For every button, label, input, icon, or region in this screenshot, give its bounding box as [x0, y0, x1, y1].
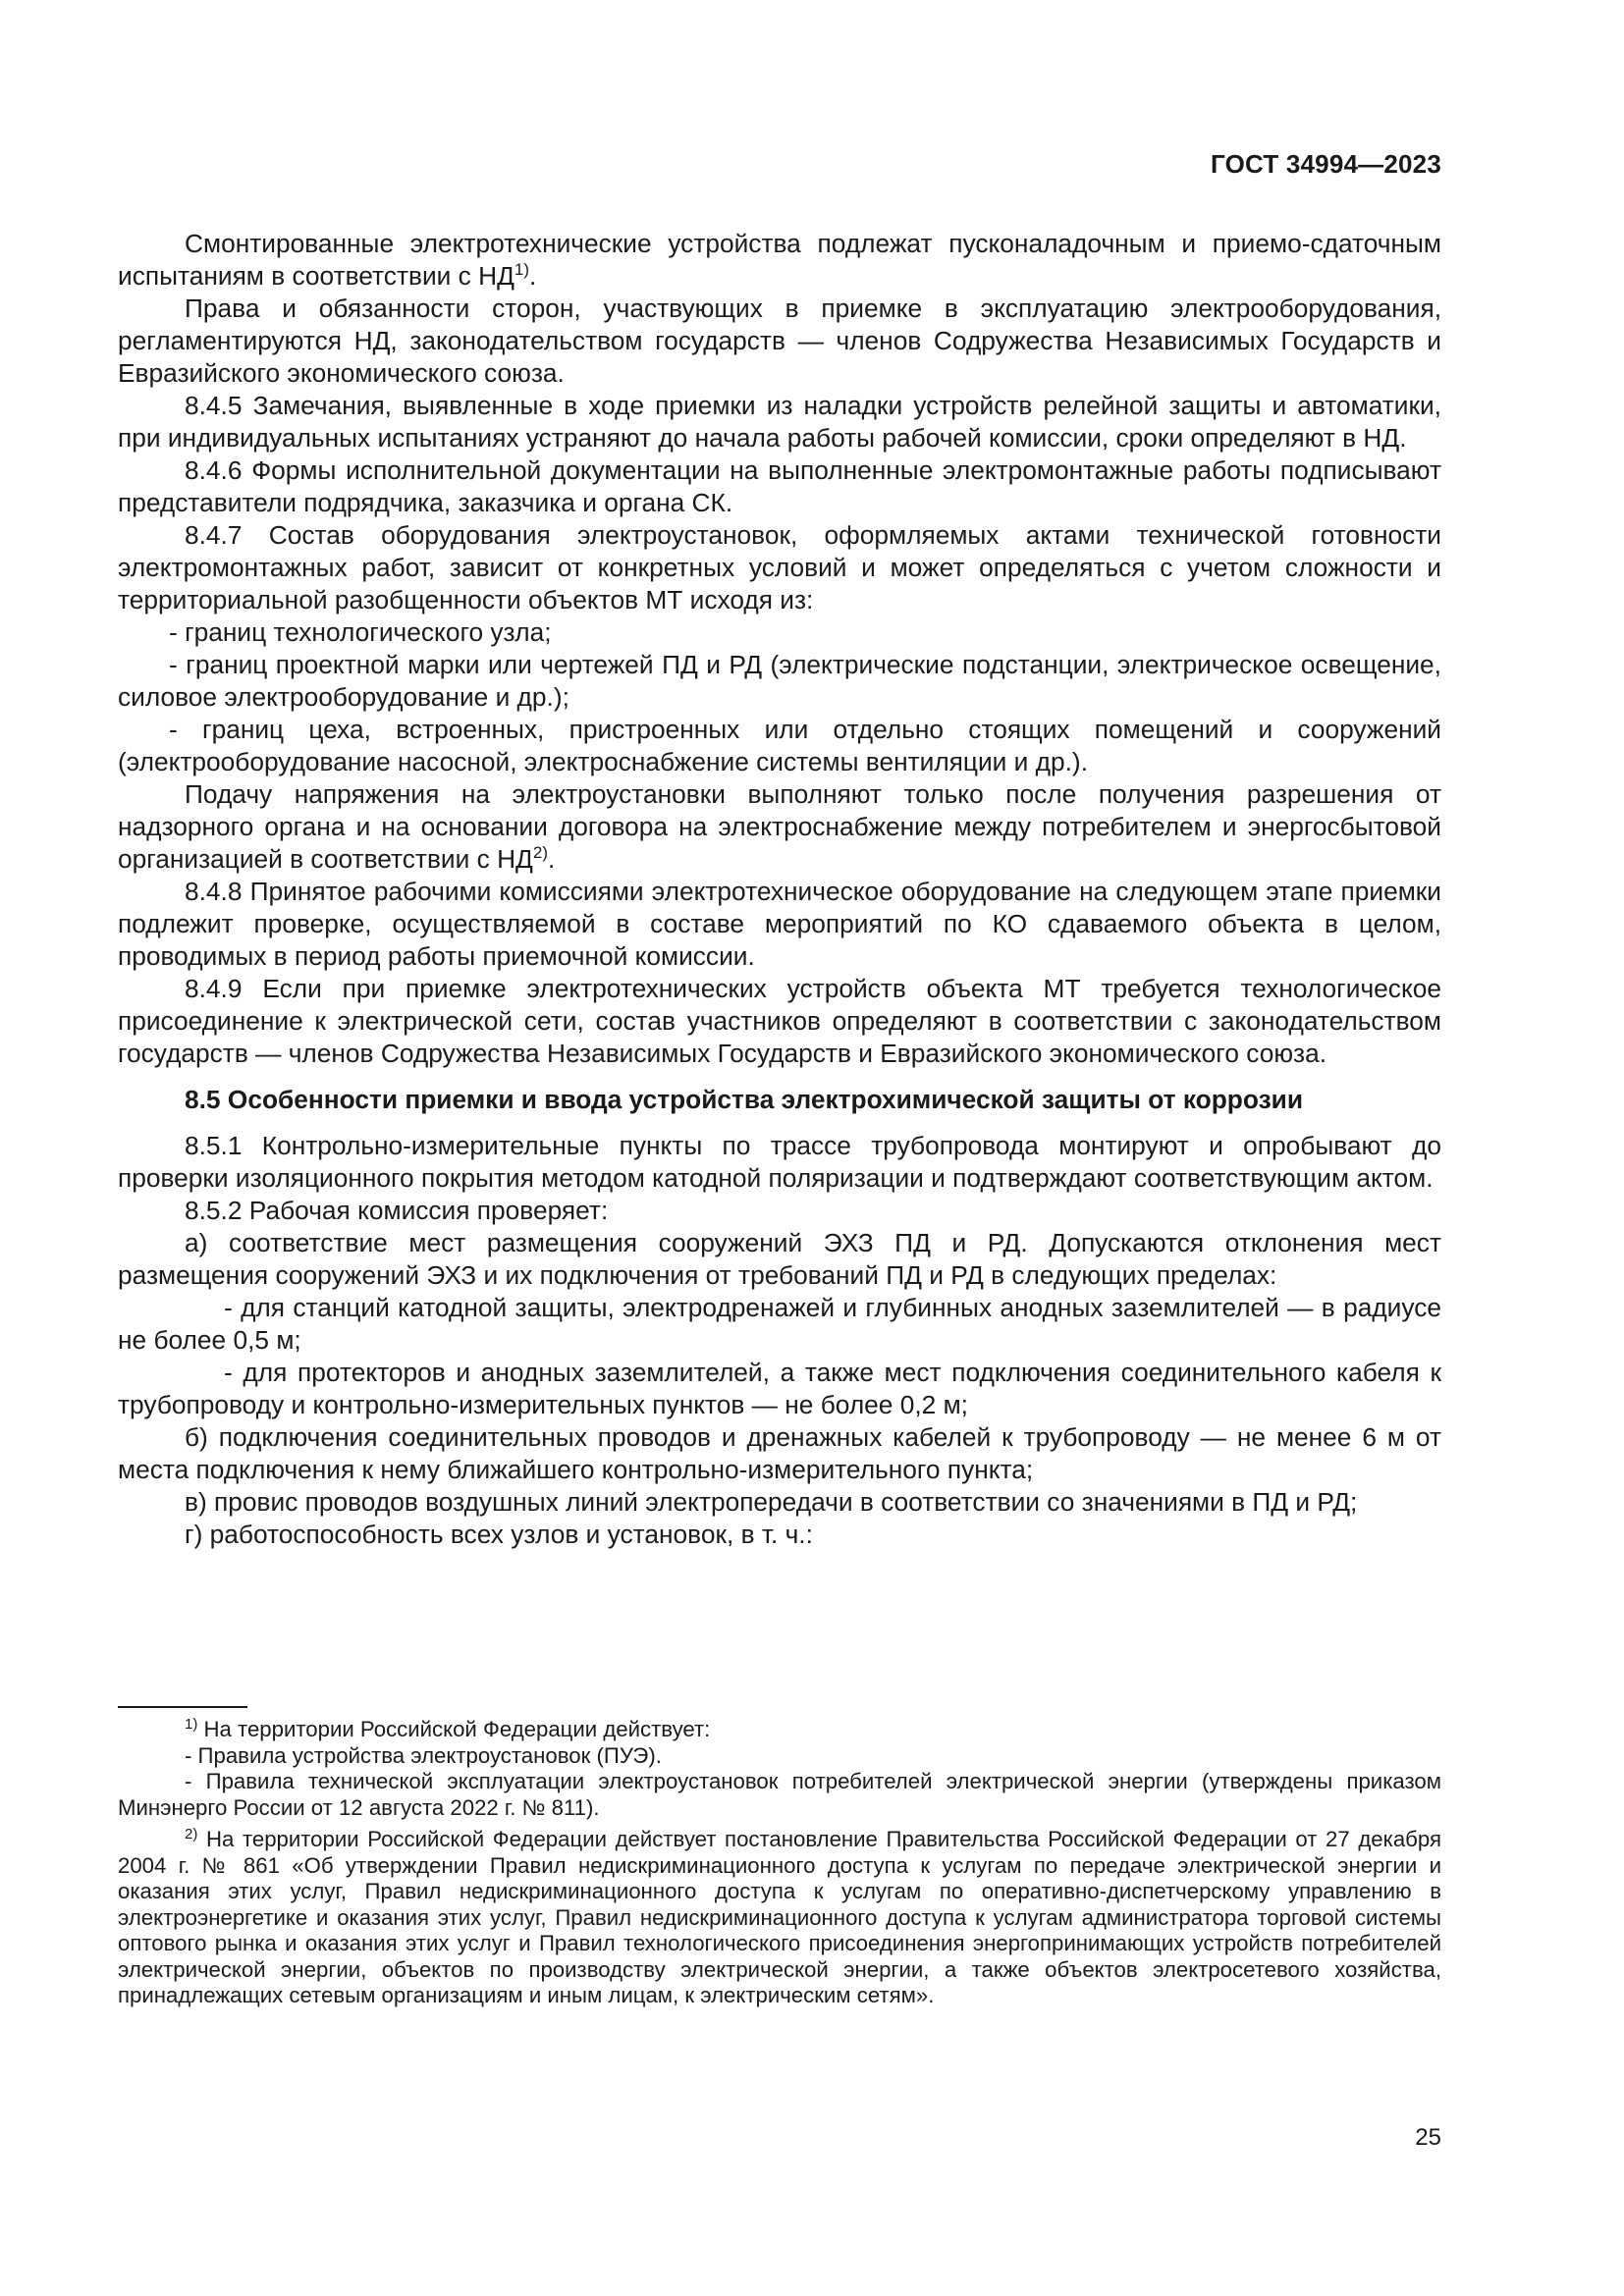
body-text	[118, 228, 1441, 1551]
list-item: б) подключения соединительных проводов и дренажных кабелей к трубопроводу — не менее 6 м от места подключения к нему ближайшего контрольно-измерительного пункта;	[118, 1422, 1441, 1484]
footnote-item: - Правила устройства электроустановок (ПУЭ).	[185, 1742, 662, 1768]
footnote-ref: 2)	[532, 843, 548, 862]
list-item: г) работоспособность всех узлов и установок, в т. ч.:	[185, 1520, 813, 1549]
list-item: - для станций катодной защиты, электродренажей и глубинных анодных заземлителей — в радиусе не более 0,5 м;	[118, 1293, 1441, 1355]
footnote-separator	[118, 1706, 247, 1708]
page-number: 25	[1415, 2124, 1441, 2151]
document-header: ГОСТ 34994—2023	[1211, 149, 1441, 179]
list-item: - для протекторов и анодных заземлителей, а также мест подключения соединительного кабеля к трубопроводу и контрольно-измерительных пунктов — не более 0,2 м;	[118, 1358, 1441, 1419]
footnotes	[118, 1717, 1441, 2009]
footnote-marker: 1)	[185, 1716, 198, 1733]
paragraph: 8.4.6 Формы исполнительной документации на выполненные электромонтажные работы подписывают представители подрядчика, заказчика и органа СК.	[118, 455, 1441, 517]
paragraph: 8.5.2 Рабочая комиссия проверяет:	[185, 1196, 609, 1225]
paragraph: 8.4.7 Состав оборудования электроустановок, оформляемых актами технической готовности электромонтажных работ, зависит от конкретных условий и может определяться с учетом сложности и территориальной разобщенности объектов МТ исходя из:	[118, 520, 1441, 614]
paragraph: Права и обязанности сторон, участвующих в приемке в эксплуатацию электрооборудования, регламентируются НД, законодательством государств — членов Содружества Независимых Государств и Евразийского экономического союза.	[118, 294, 1441, 388]
footnote-ref: 1)	[514, 260, 530, 279]
list-item: в) провис проводов воздушных линий электропередачи в соответствии со значениями в ПД и РД;	[185, 1487, 1358, 1517]
paragraph: 8.4.9 Если при приемке электротехнических устройств объекта МТ требуется технологическое присоединение к электрической сети, состав участников определяют в соответствии с законодательством государств — членов Содружества Независимых Государств и Евразийского экономического союза.	[118, 974, 1441, 1068]
paragraph: 8.5.1 Контрольно-измерительные пункты по трассе трубопровода монтируют и опробывают до проверки изоляционного покрытия методом катодной поляризации и подтверждают соответствующим актом.	[118, 1131, 1441, 1193]
list-item: - границ цеха, встроенных, пристроенных или отдельно стоящих помещений и сооружений (электрооборудование насосной, электроснабжение системы вентиляции и др.).	[118, 715, 1441, 776]
list-item: - границ проектной марки или чертежей ПД и РД (электрические подстанции, электрическое освещение, силовое электрооборудование и др.);	[118, 650, 1441, 712]
list-item: - границ технологического узла;	[169, 617, 552, 647]
paragraph: Подачу напряжения на электроустановки выполняют только после получения разрешения от надзорного органа и на основании договора на электроснабжение между потребителем и энергосбытовой организацией в соответствии с НД$^{2)}$.	[118, 779, 1441, 874]
paragraph: 8.4.8 Принятое рабочими комиссиями электротехническое оборудование на следующем этапе приемки подлежит проверке, осуществляемой в составе мероприятий по КО сдаваемого объекта в целом, проводимых в период работы приемочной комиссии.	[118, 877, 1441, 971]
section-heading: 8.5 Особенности приемки и ввода устройства электрохимической защиты от коррозии	[185, 1085, 1303, 1114]
footnote-marker: 2)	[185, 1826, 198, 1842]
footnote: $^{2)}$ На территории Российской Федерации действует постановление Правительства Российской Федерации от 27 декабря 2004 г. № 861 «Об утверждении Правил недискриминационного доступа к услугам по передаче электрической энергии и оказания этих услуг, Правил недискриминационного доступа к услугам по оперативно-диспетчерскому управлению в электроэнергетике и оказания этих услуг, Правил недискриминационного доступа к услугам администратора торговой системы оптового рынка и оказания этих услуг и Правил технологического присоединения энергопринимающих устройств потребителей электрической энергии, объектов по производству электрической энергии, а также объектов электросетевого хозяйства, принадлежащих сетевым организациям и иным лицам, к электрическим сетям».	[118, 1826, 1441, 2007]
list-item: а) соответствие мест размещения сооружений ЭХЗ ПД и РД. Допускаются отклонения мест размещения сооружений ЭХЗ и их подключения от требований ПД и РД в следующих пределах:	[118, 1228, 1441, 1290]
paragraph: 8.4.5 Замечания, выявленные в ходе приемки из наладки устройств релейной защиты и автоматики, при индивидуальных испытаниях устраняют до начала работы рабочей комиссии, сроки определяют в НД.	[118, 391, 1441, 453]
footnote: $^{1)}$ На территории Российской Федерации действует:	[185, 1716, 711, 1741]
footnote-item: - Правила технической эксплуатации электроустановок потребителей электрической энергии (утверждены приказом Минэнерго России от 12 августа 2022 г. № 811).	[118, 1769, 1441, 1820]
paragraph: Смонтированные электротехнические устройства подлежат пусконаладочным и приемо-сдаточным испытаниям в соответствии с НД$^{1)}$.	[118, 229, 1441, 291]
